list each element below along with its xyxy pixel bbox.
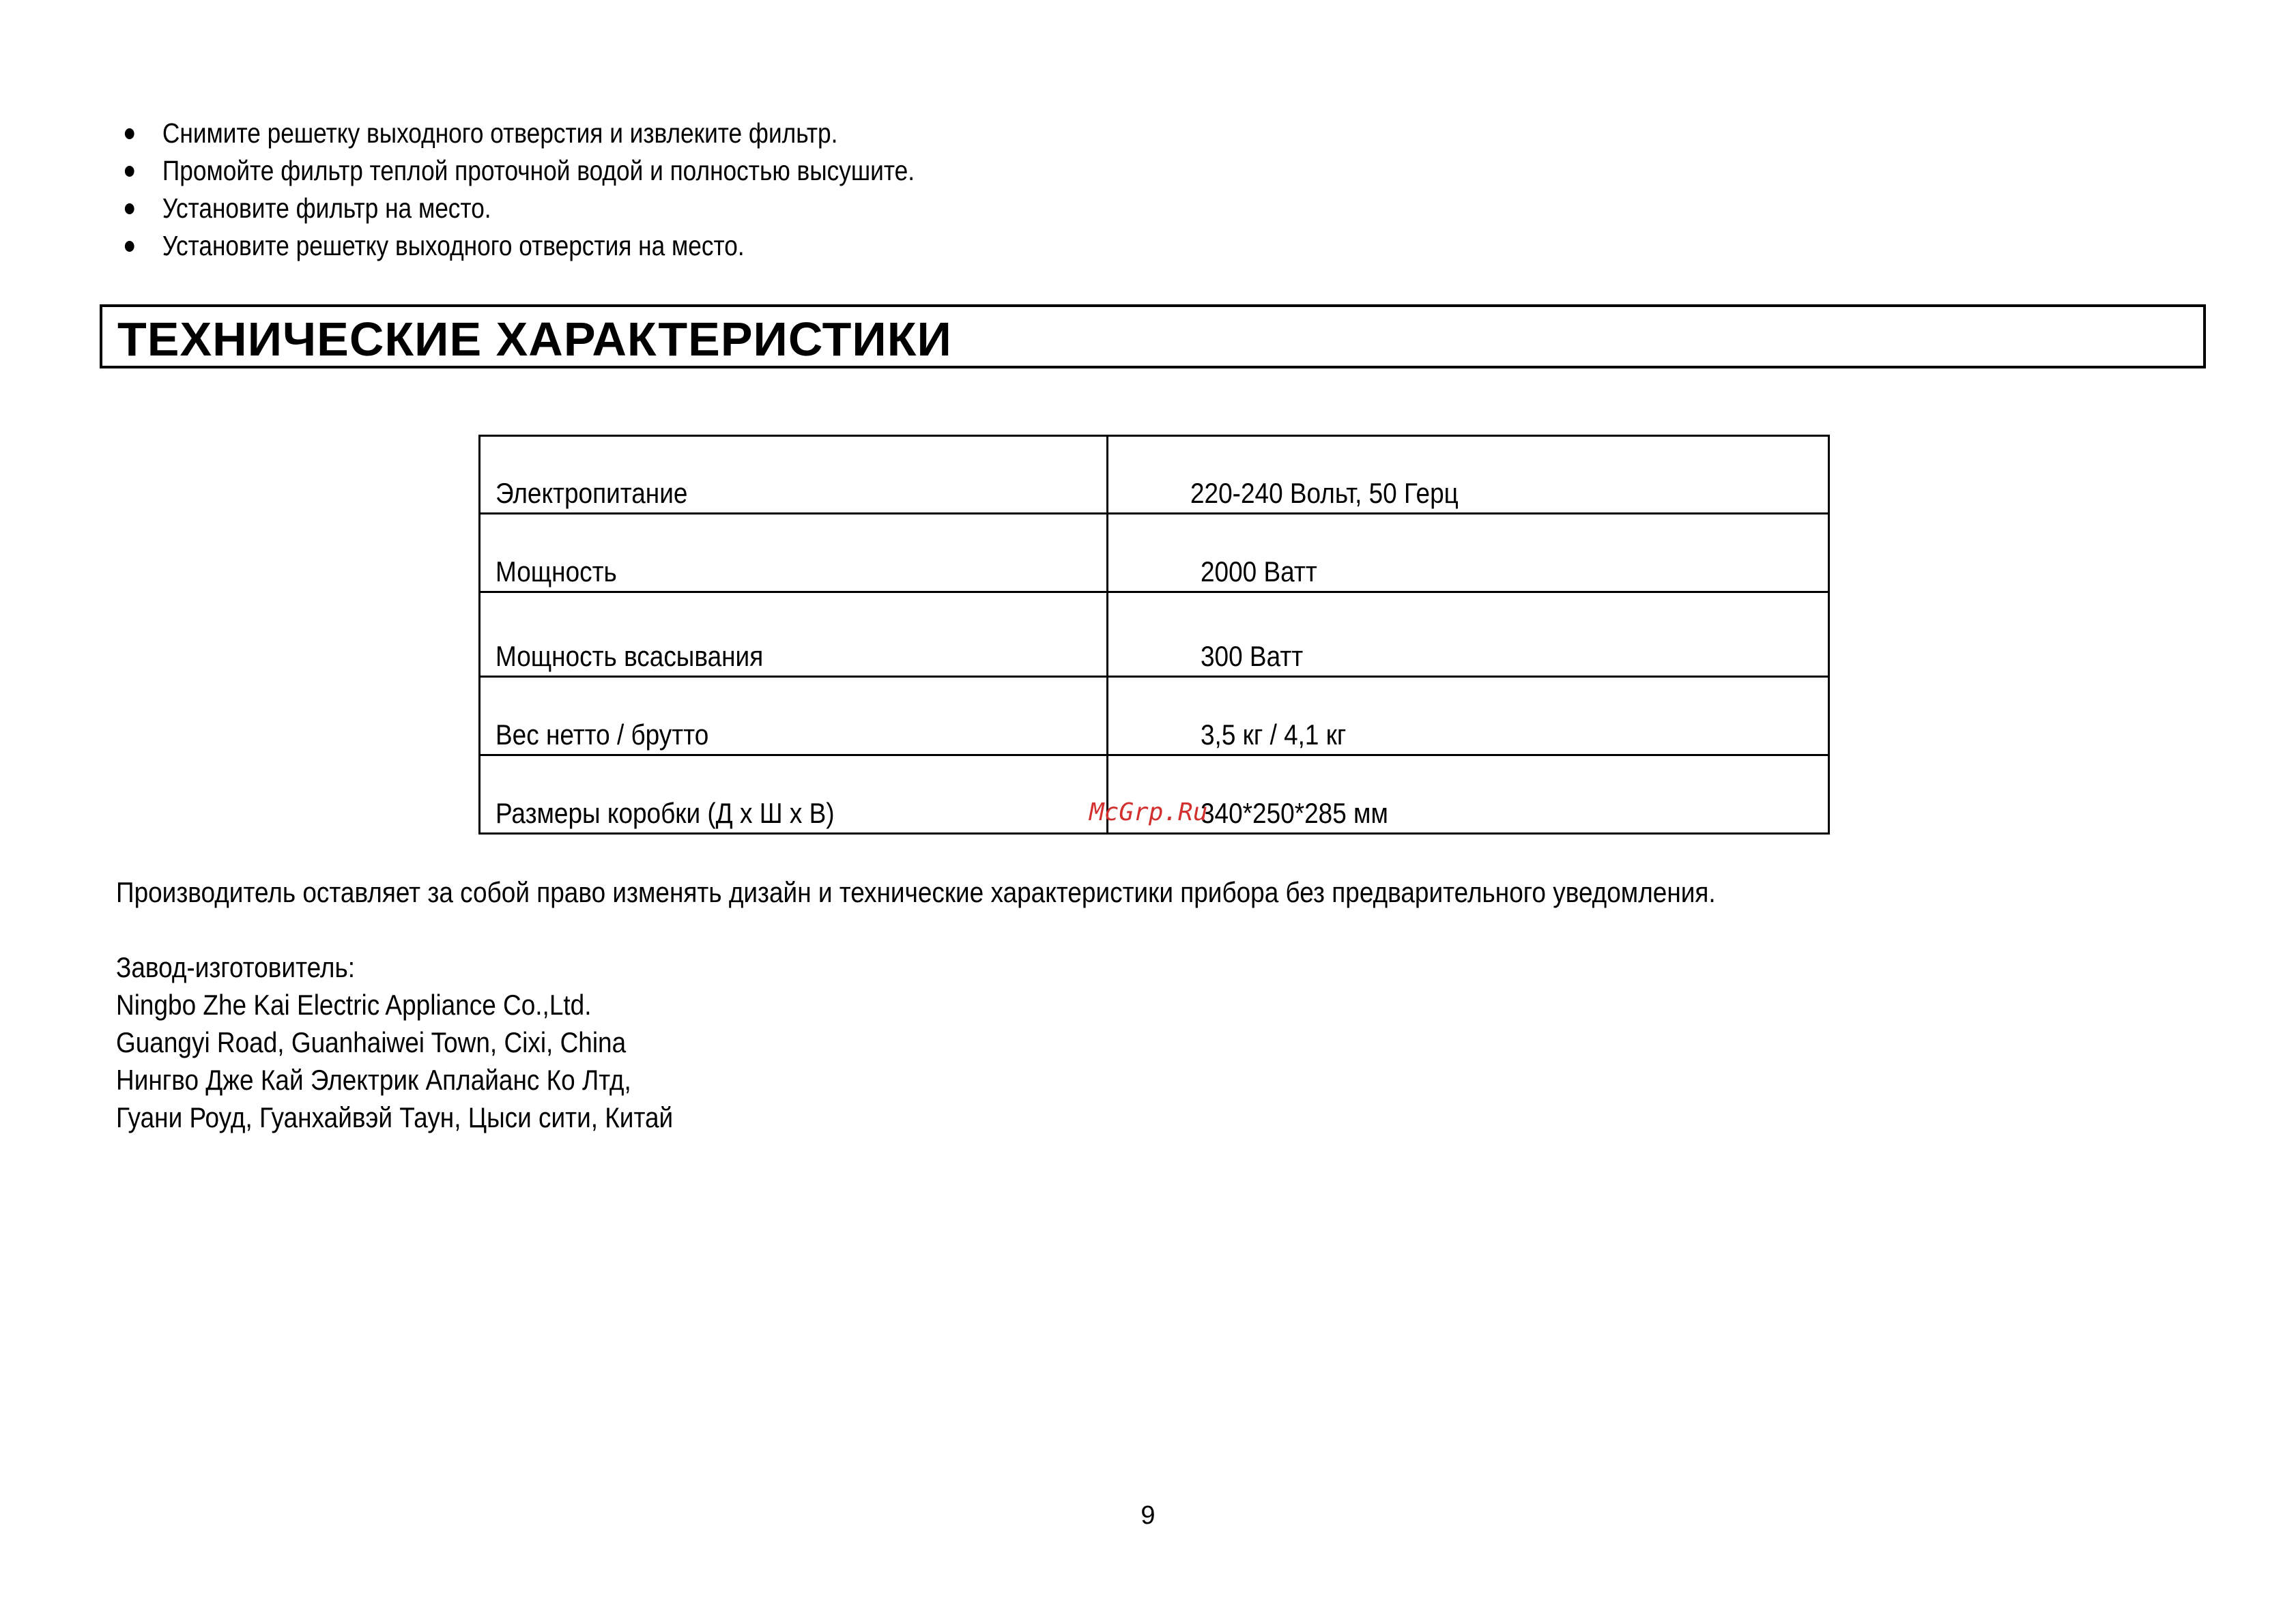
table-row: [480, 677, 1829, 755]
manufacturer-line: Гуани Роуд, Гуанхайвэй Таун, Цыси сити, Китай: [116, 1101, 674, 1133]
instruction-text: Промойте фильтр теплой проточной водой и полностью высушите.: [162, 155, 915, 186]
spec-value: 300 Ватт: [1108, 592, 1829, 677]
bullet-icon: [125, 241, 134, 252]
manufacturer-heading: Завод-изготовитель:: [116, 951, 356, 983]
spec-label: Мощность всасывания: [480, 592, 1108, 677]
watermark: McGrp.Ru: [1089, 798, 1208, 826]
instruction-text: Установите решетку выходного отверстия на место.: [162, 230, 745, 261]
table-row: [480, 592, 1829, 677]
spec-label: Электропитание: [480, 436, 1108, 514]
instruction-item: [120, 190, 915, 227]
instruction-text: Установите фильтр на место.: [162, 192, 491, 224]
table-row: [480, 514, 1829, 592]
specs-table: [478, 435, 1830, 835]
instruction-item: [120, 115, 915, 152]
manufacturer-block: [116, 948, 673, 1136]
manufacturer-line: Нингво Дже Кай Электрик Аплайанс Ко Лтд,: [116, 1064, 631, 1096]
bullet-icon: [125, 128, 134, 139]
bullet-icon: [125, 166, 134, 177]
instruction-list: [120, 115, 1044, 265]
disclaimer-text: Производитель оставляет за собой право изменять дизайн и технические характеристики прибора без предварительного уведомления.: [116, 876, 1716, 908]
spec-value: 3,5 кг / 4,1 кг: [1108, 677, 1829, 755]
spec-value: 220-240 Вольт, 50 Герц: [1108, 436, 1829, 514]
manufacturer-line: Guangyi Road, Guanhaiwei Town, Cixi, China: [116, 1026, 627, 1058]
table-row: [480, 436, 1829, 514]
spec-label: Размеры коробки (Д х Ш х В): [480, 755, 1108, 834]
spec-value: 2000 Ватт: [1108, 514, 1829, 592]
page-number: 9: [1140, 1501, 1156, 1530]
bullet-icon: [125, 203, 134, 214]
instruction-text: Снимите решетку выходного отверстия и извлеките фильтр.: [162, 117, 838, 149]
spec-label: Мощность: [480, 514, 1108, 592]
manufacturer-line: Ningbo Zhe Kai Electric Appliance Co.,Ltd.: [116, 989, 592, 1021]
spec-value: 340*250*285 мм: [1108, 755, 1829, 834]
instruction-item: [120, 227, 915, 265]
instruction-item: [120, 152, 915, 190]
spec-label: Вес нетто / брутто: [480, 677, 1108, 755]
section-title: ТЕХНИЧЕСКИЕ ХАРАКТЕРИСТИКИ: [117, 313, 952, 366]
section-header: [100, 304, 2206, 368]
